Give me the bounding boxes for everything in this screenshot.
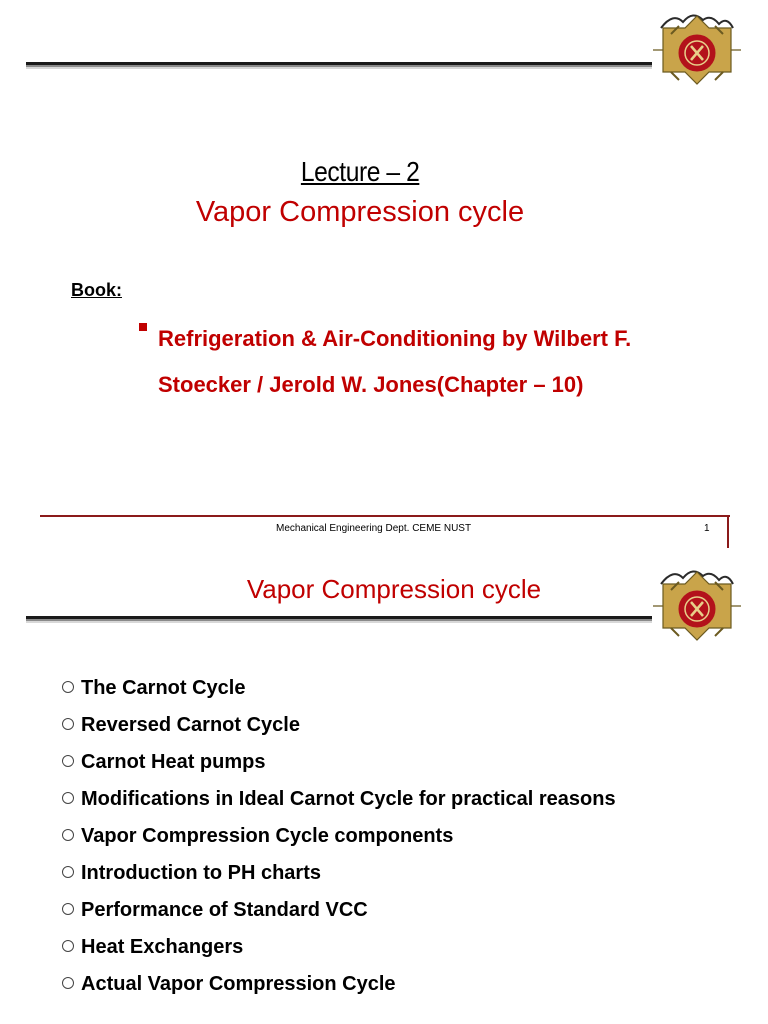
slide-2 (0, 548, 768, 1024)
topic-text: Carnot Heat pumps (81, 751, 266, 773)
topic-text: Vapor Compression Cycle components (81, 825, 454, 847)
topic-item (62, 935, 616, 972)
topic-text: Modifications in Ideal Carnot Cycle for practical reasons (81, 788, 616, 810)
square-bullet-icon (138, 322, 148, 332)
circle-bullet-icon (62, 718, 74, 730)
book-reference-line-2: Stoecker / Jerold W. Jones(Chapter – 10) (158, 372, 584, 397)
topic-item (62, 824, 616, 861)
header-rule (26, 616, 652, 619)
topic-item (62, 898, 616, 935)
page-number: 1 (704, 523, 710, 534)
footer-rule-tick (727, 515, 729, 549)
book-label: Book: (71, 280, 122, 300)
topic-item (62, 972, 616, 1009)
book-reference (158, 316, 718, 408)
header-rule (26, 62, 652, 65)
circle-bullet-icon (62, 977, 74, 989)
book-reference-line-1: Refrigeration & Air-Conditioning by Wilbert F. (158, 326, 632, 351)
topic-text: Introduction to PH charts (81, 862, 321, 884)
topic-item (62, 676, 616, 713)
circle-bullet-icon (62, 792, 74, 804)
topic-list (62, 676, 616, 1009)
topic-item (62, 787, 616, 824)
circle-bullet-icon (62, 681, 74, 693)
topic-text: Actual Vapor Compression Cycle (81, 973, 396, 995)
university-crest-icon (653, 6, 741, 94)
lecture-title: Vapor Compression cycle (195, 196, 525, 228)
topic-text: The Carnot Cycle (81, 677, 246, 699)
circle-bullet-icon (62, 866, 74, 878)
circle-bullet-icon (62, 940, 74, 952)
footer-rule (40, 515, 730, 517)
circle-bullet-icon (62, 903, 74, 915)
university-crest-icon (653, 562, 741, 650)
topic-item (62, 861, 616, 898)
slide-title: Vapor Compression cycle (246, 574, 542, 604)
footer-department: Mechanical Engineering Dept. CEME NUST (276, 523, 472, 534)
circle-bullet-icon (62, 829, 74, 841)
topic-text: Performance of Standard VCC (81, 899, 368, 921)
circle-bullet-icon (62, 755, 74, 767)
topic-item (62, 713, 616, 750)
topic-text: Reversed Carnot Cycle (81, 714, 300, 736)
topic-item (62, 750, 616, 787)
topic-text: Heat Exchangers (81, 936, 244, 958)
lecture-label: Lecture – 2 (300, 156, 420, 187)
